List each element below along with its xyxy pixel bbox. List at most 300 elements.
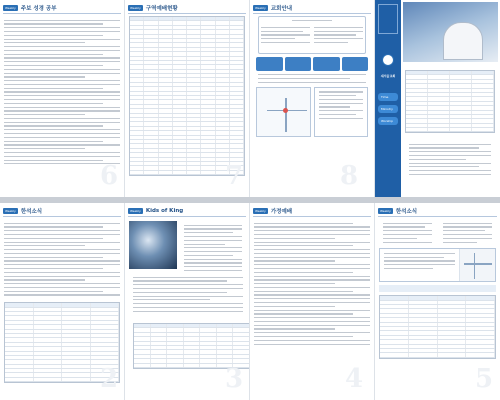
table-cell bbox=[406, 75, 428, 78]
table-cell bbox=[380, 296, 409, 299]
table-cell bbox=[62, 373, 91, 376]
panel-header bbox=[3, 2, 121, 14]
table-cell bbox=[5, 369, 34, 372]
table-cell bbox=[159, 100, 173, 103]
table-cell bbox=[187, 171, 201, 174]
table-cell bbox=[187, 118, 201, 121]
table-cell bbox=[450, 111, 472, 114]
table-cell bbox=[130, 114, 144, 117]
table-cell bbox=[144, 21, 158, 24]
top-sheet bbox=[0, 0, 500, 197]
table-cell bbox=[201, 114, 215, 117]
table-cell bbox=[216, 149, 230, 152]
section-title: 구역예배현황 bbox=[145, 5, 178, 12]
table-cell bbox=[450, 119, 472, 122]
table-cell bbox=[91, 312, 120, 315]
table-cell bbox=[134, 350, 151, 353]
table-cell bbox=[450, 102, 472, 105]
table-cell bbox=[167, 355, 184, 358]
table-cell bbox=[216, 136, 230, 139]
table-cell bbox=[5, 334, 34, 337]
table-cell bbox=[91, 321, 120, 324]
table-cell bbox=[428, 80, 450, 83]
panel-header bbox=[128, 2, 246, 14]
table-cell bbox=[200, 337, 217, 340]
table-cell bbox=[216, 100, 230, 103]
table-cell bbox=[233, 350, 250, 353]
table-cell bbox=[151, 350, 168, 353]
table-cell bbox=[173, 39, 187, 42]
table-cell bbox=[438, 327, 467, 330]
table-cell bbox=[217, 333, 234, 336]
table-cell bbox=[230, 87, 244, 90]
table-cell bbox=[216, 48, 230, 51]
table-cell bbox=[173, 131, 187, 134]
table-cell bbox=[159, 162, 173, 165]
table-cell bbox=[216, 131, 230, 134]
table-cell bbox=[230, 92, 244, 95]
table-cell bbox=[216, 61, 230, 64]
table-cell bbox=[5, 338, 34, 341]
table-cell bbox=[216, 52, 230, 55]
table-cell bbox=[466, 296, 495, 299]
table-cell bbox=[187, 166, 201, 169]
table-cell bbox=[230, 96, 244, 99]
table-cell bbox=[200, 346, 217, 349]
table-cell bbox=[438, 309, 467, 312]
table-cell bbox=[62, 316, 91, 319]
table-cell bbox=[144, 48, 158, 51]
table-cell bbox=[187, 17, 201, 20]
table-cell bbox=[216, 17, 230, 20]
table-cell bbox=[184, 337, 201, 340]
section-tag: Weekly bbox=[255, 208, 266, 213]
table-cell bbox=[173, 122, 187, 125]
table-cell bbox=[167, 324, 184, 327]
table-cell bbox=[200, 342, 217, 345]
table-cell bbox=[130, 65, 144, 68]
table-cell bbox=[159, 83, 173, 86]
table-cell bbox=[201, 65, 215, 68]
section-tag: Weekly bbox=[130, 5, 141, 10]
table-cell bbox=[380, 327, 409, 330]
table-cell bbox=[187, 144, 201, 147]
table-cell bbox=[34, 369, 63, 372]
panel-header bbox=[253, 205, 371, 217]
table-cell bbox=[187, 109, 201, 112]
table-cell bbox=[34, 321, 63, 324]
table-cell bbox=[184, 346, 201, 349]
table-cell bbox=[187, 105, 201, 108]
table-cell bbox=[187, 30, 201, 33]
table-cell bbox=[134, 333, 151, 336]
table-cell bbox=[144, 35, 158, 38]
time-box bbox=[256, 57, 283, 71]
table-cell bbox=[200, 328, 217, 331]
cover-info bbox=[405, 140, 495, 179]
table-cell bbox=[216, 105, 230, 108]
table-cell bbox=[406, 84, 428, 87]
table-cell bbox=[130, 17, 144, 20]
table-cell bbox=[34, 343, 63, 346]
table-cell bbox=[380, 336, 409, 339]
table-cell bbox=[130, 21, 144, 24]
table-cell bbox=[184, 355, 201, 358]
table-cell bbox=[187, 162, 201, 165]
table-cell bbox=[406, 128, 428, 131]
table-cell bbox=[62, 369, 91, 372]
table-cell bbox=[406, 80, 428, 83]
table-cell bbox=[380, 309, 409, 312]
table-cell bbox=[144, 118, 158, 121]
table-cell bbox=[200, 355, 217, 358]
table-cell bbox=[151, 328, 168, 331]
table-cell bbox=[201, 153, 215, 156]
table-cell bbox=[34, 338, 63, 341]
table-cell bbox=[187, 83, 201, 86]
table-cell bbox=[173, 17, 187, 20]
table-cell bbox=[159, 61, 173, 64]
table-cell bbox=[187, 153, 201, 156]
table-cell bbox=[230, 48, 244, 51]
church-building bbox=[443, 22, 483, 60]
table-cell bbox=[173, 35, 187, 38]
table-cell bbox=[200, 364, 217, 367]
table-cell bbox=[159, 122, 173, 125]
table-cell bbox=[216, 87, 230, 90]
table-cell bbox=[450, 71, 472, 74]
table-cell bbox=[5, 330, 34, 333]
panel-news-2 bbox=[375, 203, 500, 400]
section-title: 가정예배 bbox=[270, 208, 293, 215]
table-cell bbox=[159, 166, 173, 169]
table-cell bbox=[159, 43, 173, 46]
table-cell bbox=[230, 61, 244, 64]
table-cell bbox=[472, 84, 494, 87]
table-cell bbox=[187, 122, 201, 125]
table-cell bbox=[201, 118, 215, 121]
table-cell bbox=[134, 328, 151, 331]
table-cell bbox=[173, 105, 187, 108]
table-cell bbox=[406, 119, 428, 122]
table-cell bbox=[217, 328, 234, 331]
table-cell bbox=[130, 74, 144, 77]
table-cell bbox=[144, 131, 158, 134]
table-cell bbox=[201, 35, 215, 38]
table-cell bbox=[144, 87, 158, 90]
table-cell bbox=[230, 127, 244, 130]
table-cell bbox=[230, 122, 244, 125]
table-cell bbox=[466, 349, 495, 352]
table-cell bbox=[380, 349, 409, 352]
news-table bbox=[379, 295, 496, 358]
table-cell bbox=[130, 122, 144, 125]
table-cell bbox=[187, 70, 201, 73]
table-cell bbox=[230, 70, 244, 73]
table-cell bbox=[380, 323, 409, 326]
table-cell bbox=[230, 136, 244, 139]
table-cell bbox=[173, 100, 187, 103]
location-map bbox=[256, 87, 311, 137]
table-cell bbox=[130, 30, 144, 33]
table-cell bbox=[428, 119, 450, 122]
table-cell bbox=[167, 346, 184, 349]
table-cell bbox=[472, 93, 494, 96]
table-cell bbox=[216, 35, 230, 38]
table-cell bbox=[187, 26, 201, 29]
table-cell bbox=[173, 162, 187, 165]
table-cell bbox=[159, 127, 173, 130]
table-cell bbox=[428, 75, 450, 78]
table-cell bbox=[201, 57, 215, 60]
table-cell bbox=[130, 39, 144, 42]
table-cell bbox=[159, 87, 173, 90]
table-cell bbox=[62, 360, 91, 363]
table-cell bbox=[428, 115, 450, 118]
table-cell bbox=[151, 337, 168, 340]
table-cell bbox=[450, 128, 472, 131]
table-cell bbox=[217, 350, 234, 353]
table-cell bbox=[144, 39, 158, 42]
table-cell bbox=[159, 39, 173, 42]
table-cell bbox=[134, 364, 151, 367]
table-cell bbox=[134, 359, 151, 362]
table-cell bbox=[130, 136, 144, 139]
table-cell bbox=[380, 340, 409, 343]
table-cell bbox=[173, 74, 187, 77]
table-cell bbox=[159, 131, 173, 134]
table-cell bbox=[380, 314, 409, 317]
table-cell bbox=[34, 308, 63, 311]
table-cell bbox=[380, 345, 409, 348]
table-cell bbox=[167, 328, 184, 331]
table-cell bbox=[187, 131, 201, 134]
table-cell bbox=[409, 305, 438, 308]
section-tag: Weekly bbox=[130, 208, 141, 213]
table-cell bbox=[144, 162, 158, 165]
table-cell bbox=[472, 128, 494, 131]
section-title: 교회안내 bbox=[270, 5, 293, 12]
table-cell bbox=[216, 21, 230, 24]
table-cell bbox=[201, 43, 215, 46]
table-cell bbox=[428, 111, 450, 114]
table-cell bbox=[159, 171, 173, 174]
map-thumbnail bbox=[459, 249, 495, 281]
text-block bbox=[0, 16, 124, 168]
table-cell bbox=[173, 158, 187, 161]
table-cell bbox=[130, 162, 144, 165]
table-cell bbox=[187, 100, 201, 103]
table-cell bbox=[230, 78, 244, 81]
table-cell bbox=[216, 74, 230, 77]
table-cell bbox=[173, 43, 187, 46]
table-cell bbox=[159, 17, 173, 20]
table-cell bbox=[216, 39, 230, 42]
table-cell bbox=[201, 30, 215, 33]
table-cell bbox=[134, 324, 151, 327]
bottom-sheet bbox=[0, 203, 500, 400]
table-cell bbox=[184, 342, 201, 345]
table-cell bbox=[34, 347, 63, 350]
table-cell bbox=[472, 97, 494, 100]
info-list bbox=[314, 87, 369, 137]
table-cell bbox=[466, 327, 495, 330]
table-cell bbox=[201, 166, 215, 169]
table-cell bbox=[380, 301, 409, 304]
table-cell bbox=[130, 109, 144, 112]
table-cell bbox=[438, 296, 467, 299]
table-cell bbox=[230, 149, 244, 152]
table-cell bbox=[159, 65, 173, 68]
table-cell bbox=[130, 57, 144, 60]
table-row bbox=[406, 128, 494, 132]
table-cell bbox=[5, 343, 34, 346]
table-cell bbox=[159, 78, 173, 81]
table-cell bbox=[91, 330, 120, 333]
table-cell bbox=[406, 102, 428, 105]
table-cell bbox=[450, 124, 472, 127]
section-title: 주보 성경 공부 bbox=[20, 5, 57, 12]
table-cell bbox=[173, 109, 187, 112]
table-cell bbox=[472, 111, 494, 114]
table-cell bbox=[130, 158, 144, 161]
table-cell bbox=[450, 75, 472, 78]
table-cell bbox=[5, 378, 34, 381]
table-cell bbox=[472, 106, 494, 109]
table-cell bbox=[216, 70, 230, 73]
table-cell bbox=[34, 325, 63, 328]
table-cell bbox=[159, 109, 173, 112]
table-cell bbox=[406, 89, 428, 92]
table-cell bbox=[217, 346, 234, 349]
table-cell bbox=[62, 334, 91, 337]
table-cell bbox=[450, 80, 472, 83]
table-cell bbox=[230, 105, 244, 108]
table-cell bbox=[428, 89, 450, 92]
table-cell bbox=[91, 334, 120, 337]
table-cell bbox=[187, 74, 201, 77]
table-cell bbox=[173, 26, 187, 29]
news-columns bbox=[379, 219, 496, 246]
table-cell bbox=[187, 57, 201, 60]
map-pin-icon bbox=[283, 108, 288, 113]
table-cell bbox=[216, 118, 230, 121]
table-cell bbox=[144, 158, 158, 161]
table-cell bbox=[201, 17, 215, 20]
table-cell bbox=[173, 118, 187, 121]
table-cell bbox=[233, 333, 250, 336]
panel-kids-of-king bbox=[125, 203, 250, 400]
table-cell bbox=[466, 353, 495, 356]
table-cell bbox=[144, 127, 158, 130]
table-cell bbox=[216, 122, 230, 125]
table-cell bbox=[159, 21, 173, 24]
table-cell bbox=[472, 80, 494, 83]
table-cell bbox=[144, 92, 158, 95]
table-cell bbox=[472, 71, 494, 74]
table-cell bbox=[230, 100, 244, 103]
table-cell bbox=[201, 131, 215, 134]
table-cell bbox=[201, 127, 215, 130]
table-cell bbox=[151, 355, 168, 358]
table-cell bbox=[159, 48, 173, 51]
table-cell bbox=[144, 166, 158, 169]
table-cell bbox=[167, 364, 184, 367]
table-cell bbox=[62, 356, 91, 359]
table-cell bbox=[216, 65, 230, 68]
table-cell bbox=[230, 144, 244, 147]
table-cell bbox=[409, 318, 438, 321]
section-band bbox=[379, 285, 496, 292]
table-cell bbox=[428, 128, 450, 131]
table-cell bbox=[428, 71, 450, 74]
table-cell bbox=[91, 303, 120, 306]
table-cell bbox=[230, 21, 244, 24]
table-cell bbox=[230, 153, 244, 156]
table-cell bbox=[144, 100, 158, 103]
table-cell bbox=[130, 96, 144, 99]
table-cell bbox=[230, 39, 244, 42]
table-cell bbox=[144, 43, 158, 46]
table-cell bbox=[216, 43, 230, 46]
table-cell bbox=[130, 61, 144, 64]
date-block bbox=[378, 4, 398, 34]
news-feature bbox=[379, 248, 496, 282]
table-cell bbox=[5, 352, 34, 355]
table-cell bbox=[184, 324, 201, 327]
table-cell bbox=[438, 314, 467, 317]
table-cell bbox=[438, 340, 467, 343]
kids-table bbox=[133, 323, 250, 369]
table-cell bbox=[438, 353, 467, 356]
table-cell bbox=[130, 26, 144, 29]
table-cell bbox=[159, 158, 173, 161]
table-cell bbox=[159, 96, 173, 99]
table-cell bbox=[130, 153, 144, 156]
table-cell bbox=[406, 97, 428, 100]
table-cell bbox=[230, 131, 244, 134]
table-cell bbox=[438, 345, 467, 348]
table-cell bbox=[130, 171, 144, 174]
table-cell bbox=[217, 342, 234, 345]
table-cell bbox=[184, 359, 201, 362]
table-cell bbox=[134, 355, 151, 358]
table-cell bbox=[144, 114, 158, 117]
table-cell bbox=[34, 303, 63, 306]
table-cell bbox=[5, 325, 34, 328]
table-cell bbox=[62, 352, 91, 355]
table-cell bbox=[428, 93, 450, 96]
table-cell bbox=[406, 115, 428, 118]
table-cell bbox=[187, 149, 201, 152]
table-cell bbox=[173, 140, 187, 143]
table-cell bbox=[216, 57, 230, 60]
page-number: 4 bbox=[345, 364, 364, 394]
table-cell bbox=[216, 26, 230, 29]
table-cell bbox=[144, 109, 158, 112]
table-cell bbox=[151, 324, 168, 327]
table-cell bbox=[187, 96, 201, 99]
table-cell bbox=[438, 318, 467, 321]
table-cell bbox=[466, 345, 495, 348]
table-cell bbox=[200, 359, 217, 362]
table-cell bbox=[62, 347, 91, 350]
table-cell bbox=[472, 119, 494, 122]
pill-label: Worship bbox=[378, 117, 398, 125]
table-cell bbox=[187, 114, 201, 117]
table-cell bbox=[428, 124, 450, 127]
page-number: 8 bbox=[340, 161, 359, 191]
